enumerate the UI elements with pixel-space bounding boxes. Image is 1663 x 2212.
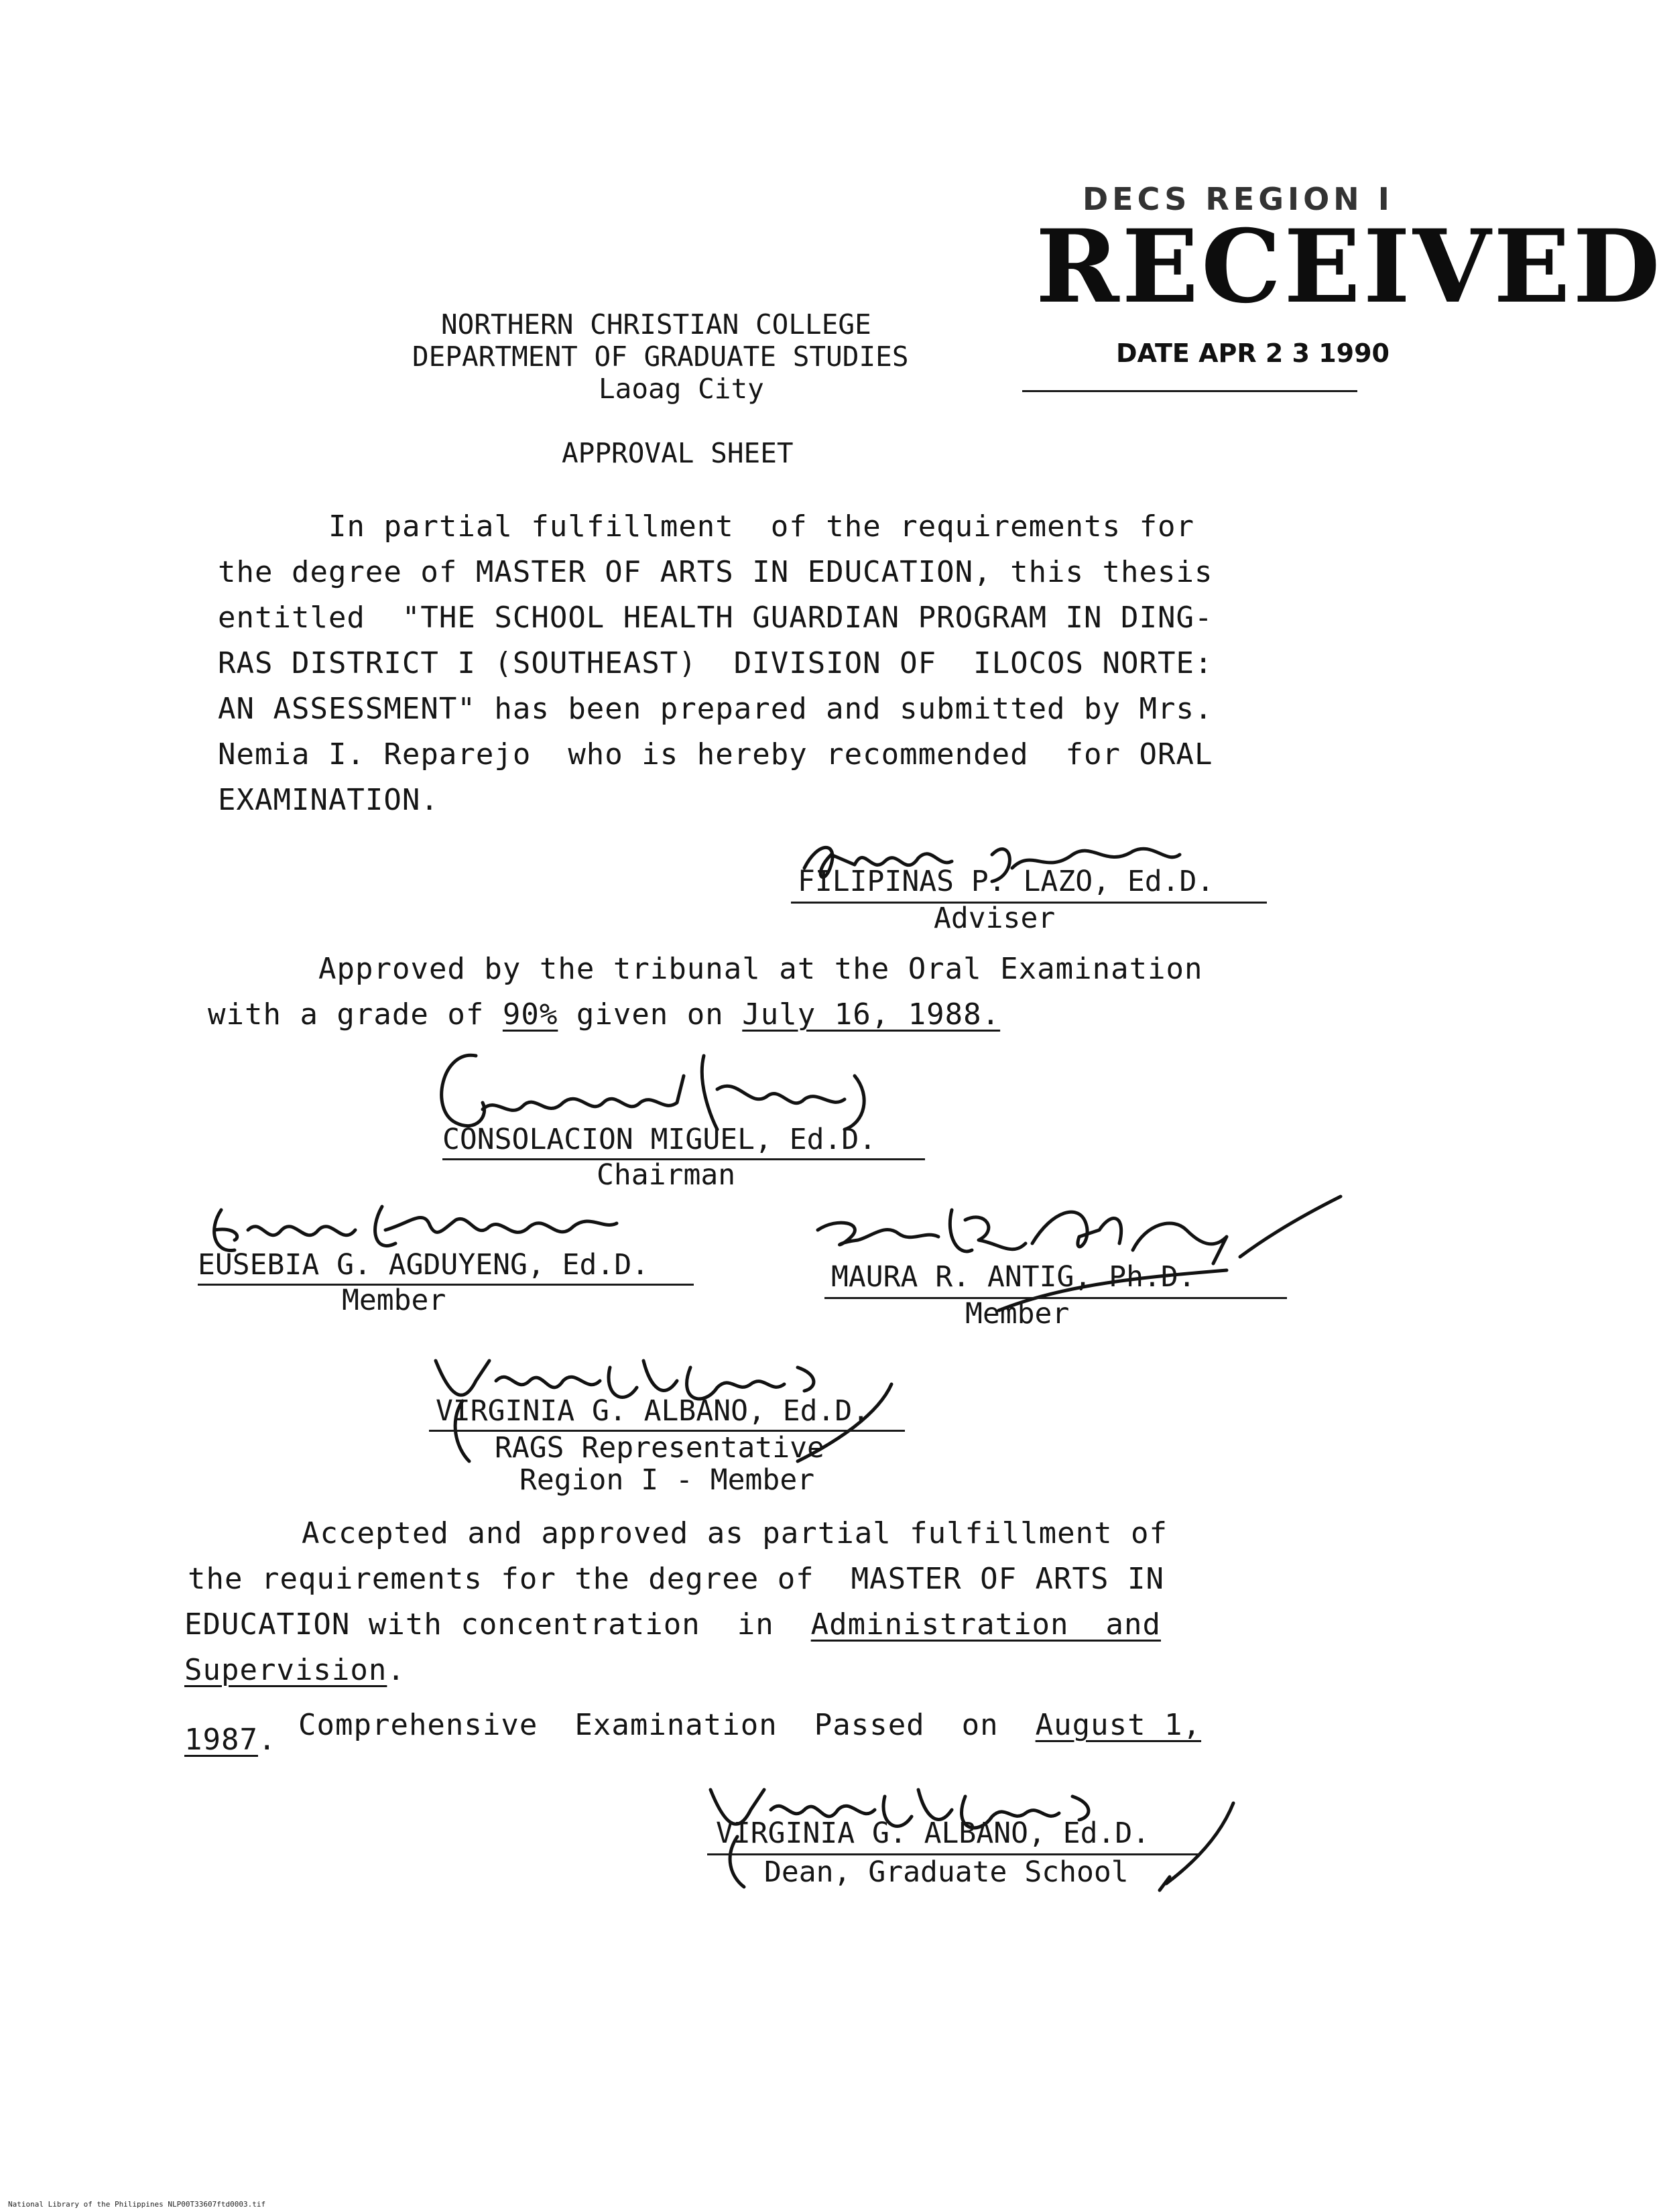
- member3-role-line-1: RAGS Representative: [495, 1431, 824, 1465]
- acceptance-line-3-text: EDUCATION with concentration in: [184, 1607, 774, 1642]
- page-title: APPROVAL SHEET: [562, 437, 794, 469]
- member1-name: EUSEBIA G. AGDUYENG, Ed.D.: [198, 1248, 650, 1282]
- intro-line-4: RAS DISTRICT I (SOUTHEAST) DIVISION OF ILOCOS NORTE:: [218, 646, 1213, 680]
- comprehensive-line-1: [298, 1708, 1201, 1742]
- received-stamp: [1022, 168, 1663, 402]
- stamp-date-label: DATE: [1116, 339, 1190, 368]
- member3-name: VIRGINIA G. ALBANO, Ed.D.: [436, 1394, 870, 1428]
- grade-middle: given on: [576, 997, 724, 1032]
- member2-name: MAURA R. ANTIG, Ph.D.: [831, 1260, 1196, 1294]
- acceptance-line-1: Accepted and approved as partial fulfillment of: [302, 1516, 1168, 1550]
- adviser-name: FILIPINAS P. LAZO, Ed.D.: [798, 865, 1215, 898]
- acceptance-line-2: the requirements for the degree of MASTER OF ARTS IN: [188, 1562, 1164, 1596]
- intro-line-6: Nemia I. Reparejo who is hereby recommended for ORAL: [218, 737, 1213, 772]
- institution-name: NORTHERN CHRISTIAN COLLEGE: [441, 308, 871, 341]
- intro-line-1: In partial fulfillment of the requirements for: [328, 509, 1195, 544]
- exam-grade: 90%: [502, 997, 558, 1032]
- stamp-date: [1116, 339, 1390, 368]
- dean-name: VIRGINIA G. ALBANO, Ed.D.: [716, 1817, 1150, 1850]
- grade-prefix: with a grade of: [208, 997, 485, 1032]
- intro-line-5: AN ASSESSMENT" has been prepared and submitted by Mrs.: [218, 692, 1213, 726]
- concentration-part-2: Supervision: [184, 1653, 387, 1687]
- footer-library: National Library of the Philippines: [8, 2200, 164, 2209]
- member2-role: Member: [965, 1297, 1070, 1331]
- member2-signature: [811, 1170, 1347, 1317]
- city-name: Laoag City: [599, 373, 764, 405]
- scan-footer: [8, 2200, 265, 2209]
- dean-role: Dean, Graduate School: [764, 1855, 1129, 1889]
- intro-line-7: EXAMINATION.: [218, 783, 439, 817]
- comprehensive-period: .: [257, 1723, 277, 1757]
- stamp-underline: [1022, 390, 1357, 392]
- comprehensive-year: 1987: [184, 1723, 258, 1757]
- stamp-received-word: RECEIVED: [1036, 208, 1663, 326]
- acceptance-period: .: [387, 1653, 406, 1687]
- comprehensive-line-2: [184, 1723, 276, 1757]
- concentration-part-1: Administration and: [810, 1607, 1161, 1642]
- intro-line-2: the degree of MASTER OF ARTS IN EDUCATION, this thesis: [218, 555, 1213, 589]
- chairman-name: CONSOLACION MIGUEL, Ed.D.: [442, 1123, 877, 1156]
- adviser-role: Adviser: [934, 902, 1056, 935]
- stamp-date-value: APR 2 3 1990: [1198, 339, 1390, 368]
- exam-date: July 16, 1988.: [742, 997, 1001, 1032]
- chairman-role: Chairman: [597, 1158, 736, 1192]
- department-name: DEPARTMENT OF GRADUATE STUDIES: [412, 341, 909, 373]
- footer-file: NLP00T33607ftd0003.tif: [168, 2200, 266, 2209]
- intro-line-3: entitled "THE SCHOOL HEALTH GUARDIAN PROGRAM IN DING-: [218, 601, 1213, 635]
- approval-line-2: [208, 997, 1000, 1032]
- comprehensive-date-part-1: August 1,: [1035, 1708, 1202, 1742]
- comprehensive-text: Comprehensive Examination Passed on: [298, 1708, 999, 1742]
- member3-role-line-2: Region I - Member: [519, 1463, 815, 1497]
- member1-role: Member: [342, 1284, 446, 1317]
- approval-line-1: Approved by the tribunal at the Oral Examination: [318, 952, 1203, 986]
- acceptance-line-4: [184, 1653, 406, 1687]
- stamp-region: DECS REGION I: [1083, 181, 1394, 217]
- acceptance-line-3: [184, 1607, 1161, 1642]
